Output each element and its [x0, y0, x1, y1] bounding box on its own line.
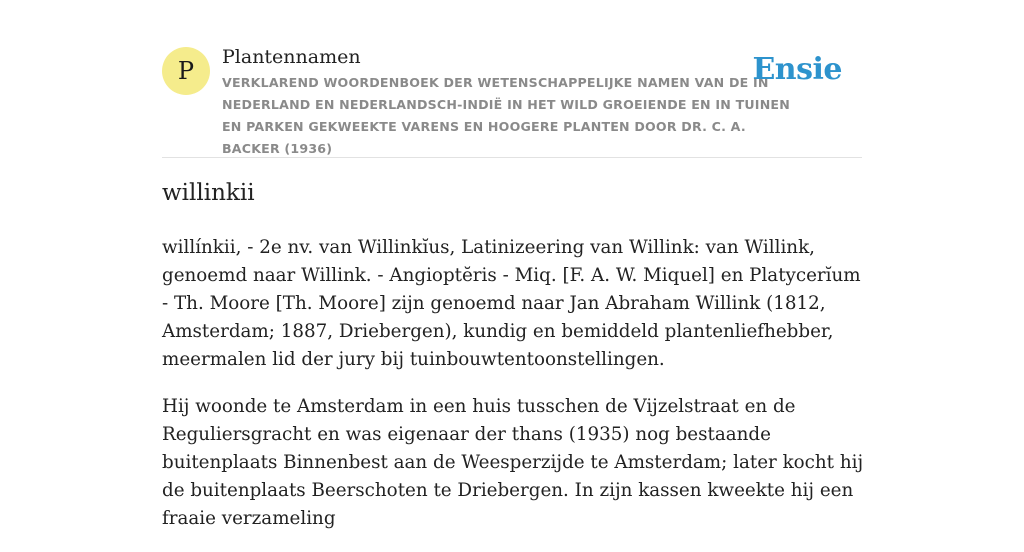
ensie-brand-logo[interactable]: Ensie	[752, 52, 842, 87]
header-divider	[162, 157, 862, 158]
dictionary-title[interactable]: Plantennamen	[222, 46, 361, 68]
entry-paragraph: willínkii, - 2e nv. van Willinkĭus, Latinizeering van Willink: van Willink, genoemd naar Willink. - Angioptĕris - Miq. [F. A. W. Miquel] en Platycerĭum - Th. Moore [Th. Moore] zijn genoemd naar Jan Abraham Willink (1812, Amsterdam; 1887, Driebergen), kundig en bemiddeld plantenliefhebber, meermalen lid der jury bij tuinbouwtentoonstellingen.	[162, 237, 861, 370]
entry-body	[162, 234, 868, 552]
entry-paragraph: Hij woonde te Amsterdam in een huis tusschen de Vijzelstraat en de Reguliersgracht en was eigenaar der thans (1935) nog bestaande buitenplaats Binnenbest aan de Weesperzijde te Amsterdam; later kocht hij de buitenplaats Beerschoten te Driebergen. In zijn kassen kweekte hij een fraaie verzameling	[162, 396, 864, 529]
dictionary-subtitle: VERKLAREND WOORDENBOEK DER WETENSCHAPPELIJKE NAMEN VAN DE IN NEDERLAND EN NEDERLANDSCH-INDIË IN HET WILD GROEIENDE EN IN TUINEN EN PARKEN GEKWEEKTE VARENS EN HOOGERE PLANTEN DOOR DR. C. A. BACKER (1936)	[222, 75, 790, 156]
entry-title: willinkii	[162, 180, 255, 206]
dictionary-logo[interactable]: P	[162, 47, 210, 95]
